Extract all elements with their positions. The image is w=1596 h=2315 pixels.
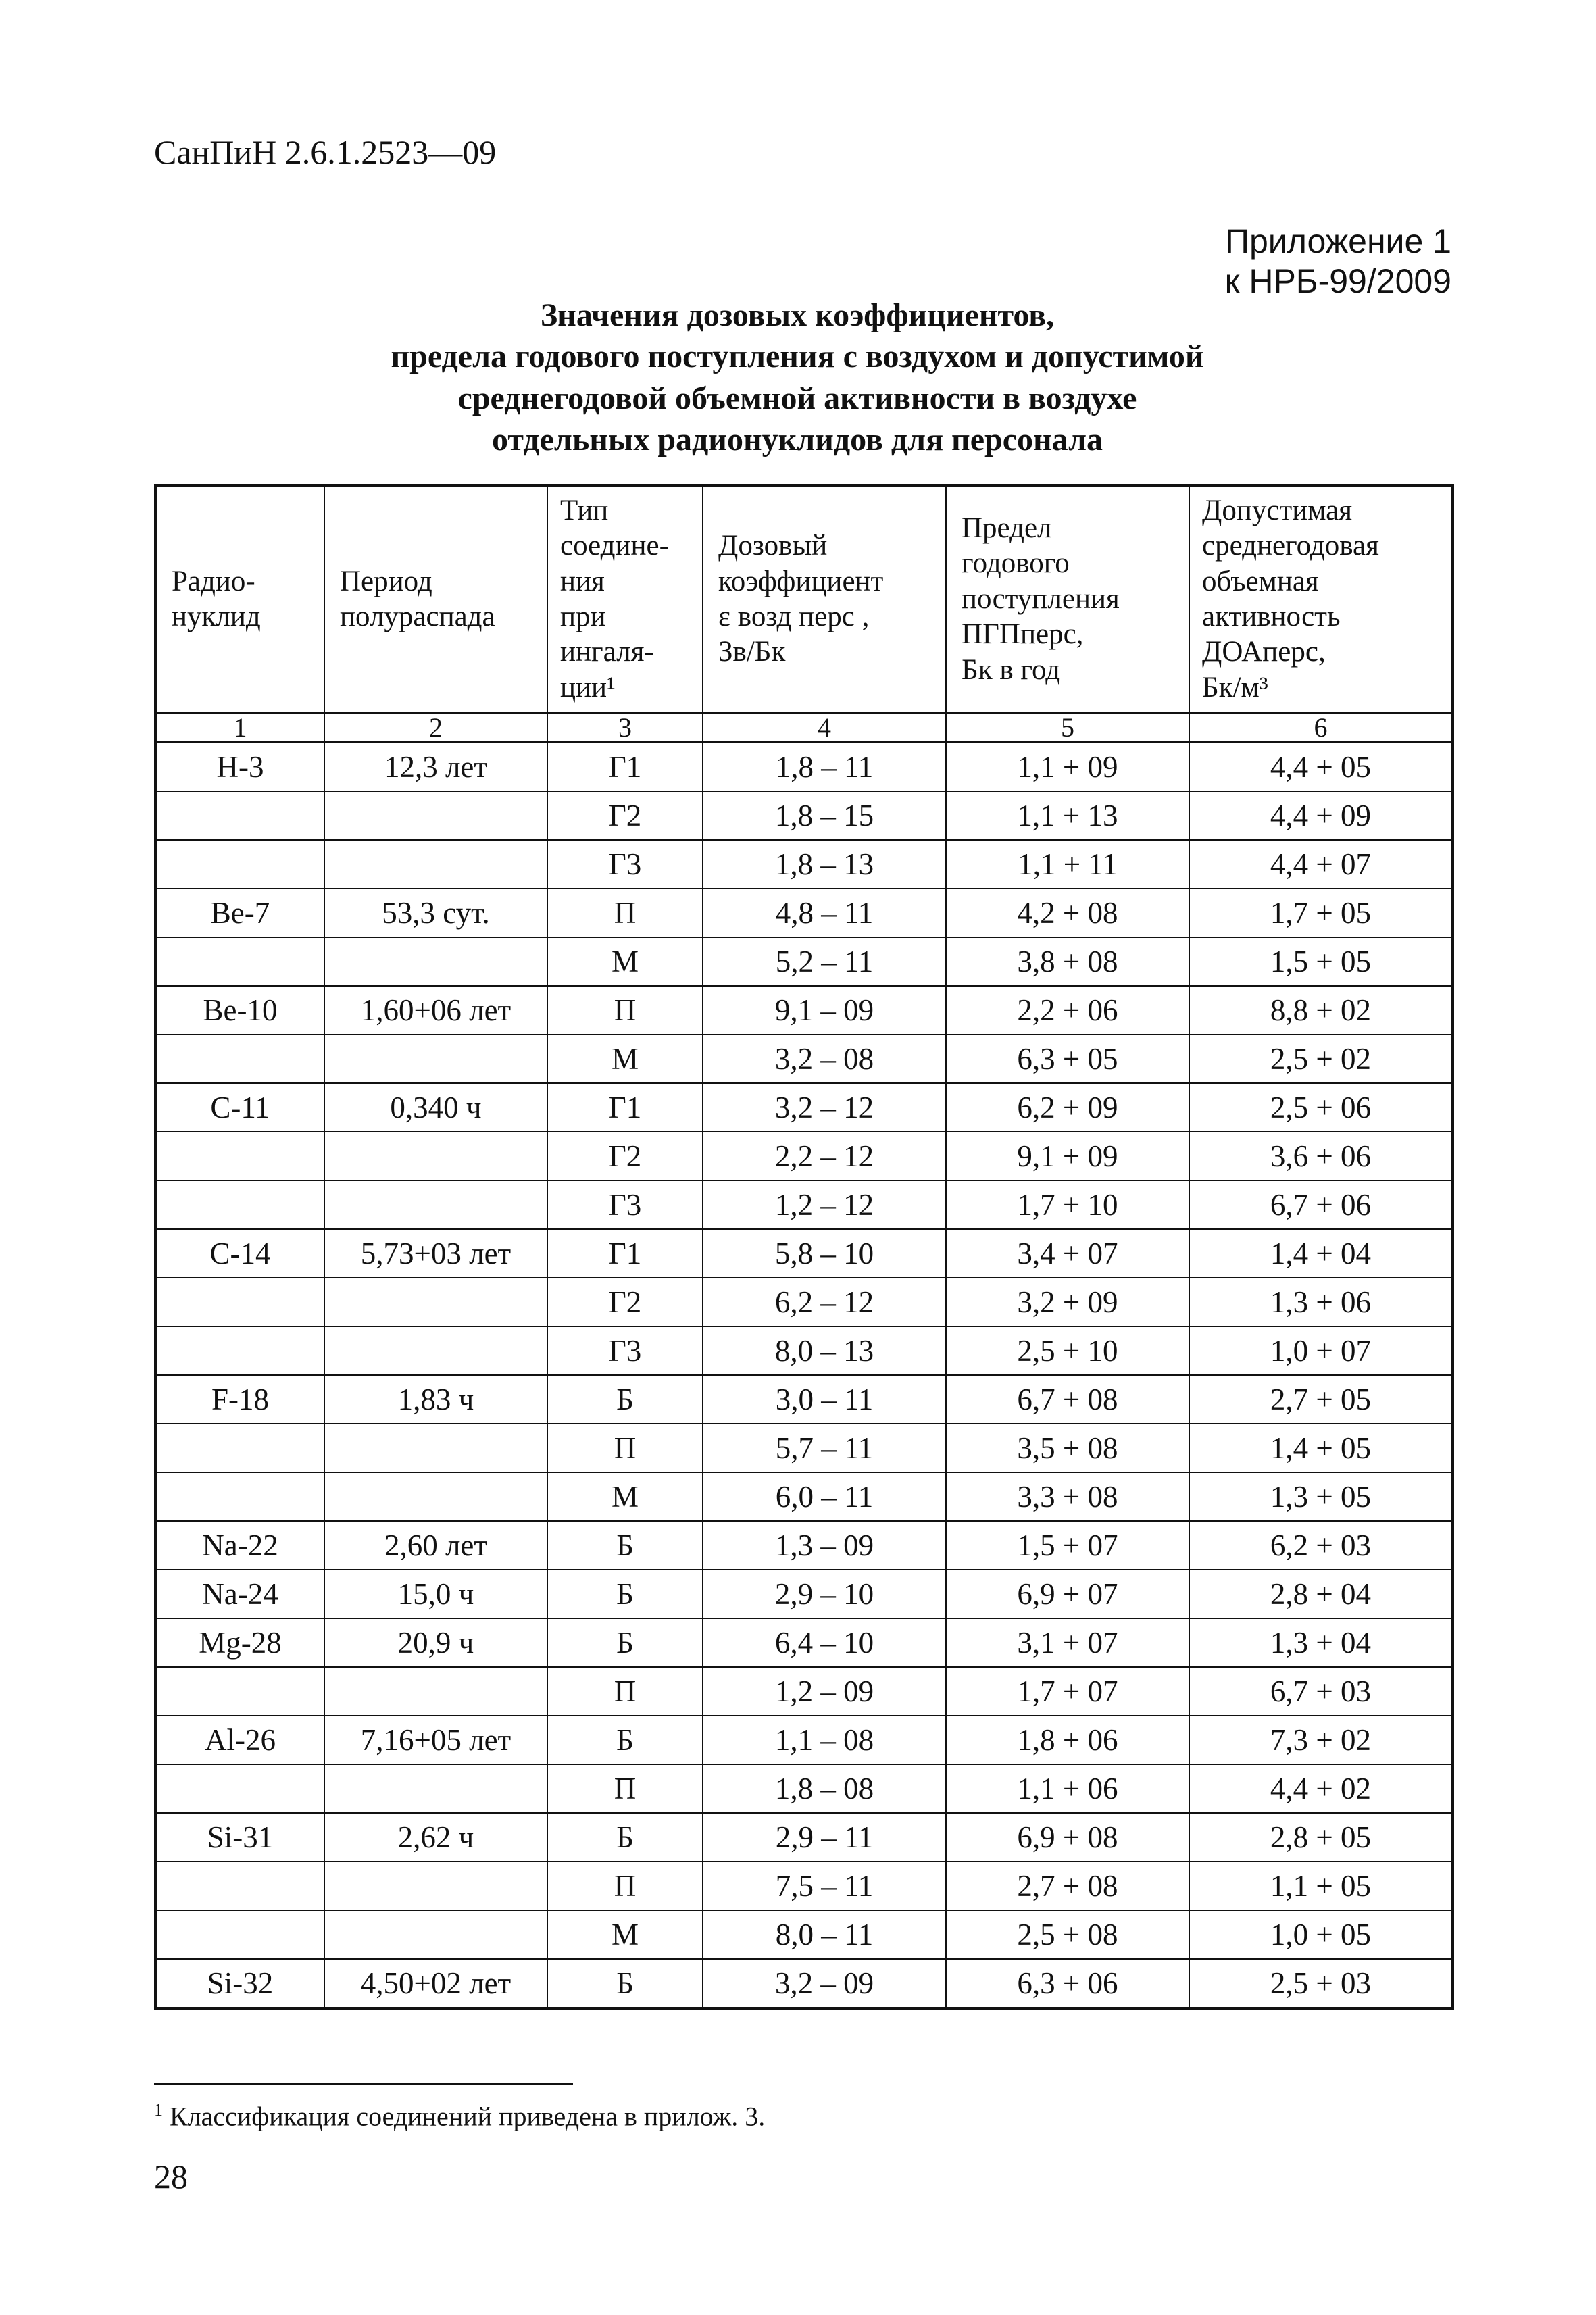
table-row [155,1862,1453,1910]
cell-nuclide [155,1132,324,1180]
cell-compound-type: Б [547,1570,703,1618]
cell-nuclide: Na-24 [155,1570,324,1618]
cell-half-life: 5,73+03 лет [324,1229,547,1278]
cell-nuclide [155,1764,324,1813]
table-row [155,889,1453,937]
table-row [155,1618,1453,1667]
title-line: предела годового поступления с воздухом и допустимой [391,339,1204,375]
cell-dose-coefficient: 9,1 – 09 [703,986,946,1035]
cell-half-life [324,1424,547,1472]
cell-compound-type: П [547,1862,703,1910]
cell-nuclide: Be-7 [155,889,324,937]
cell-compound-type: Б [547,1375,703,1424]
table-row [155,1716,1453,1764]
header-nuclide: Радио- нуклид [155,485,324,714]
cell-nuclide: H-3 [155,743,324,792]
cell-nuclide: Al-26 [155,1716,324,1764]
cell-permissible-activity: 1,7 + 05 [1189,889,1453,937]
cell-nuclide: Na-22 [155,1521,324,1570]
cell-nuclide [155,1180,324,1229]
table-row [155,986,1453,1035]
cell-intake-limit: 9,1 + 09 [946,1132,1189,1180]
cell-compound-type: Г1 [547,1229,703,1278]
table-row [155,1326,1453,1375]
table-row [155,937,1453,986]
cell-permissible-activity: 1,4 + 04 [1189,1229,1453,1278]
cell-nuclide [155,1035,324,1083]
cell-dose-coefficient: 5,7 – 11 [703,1424,946,1472]
cell-compound-type: П [547,1667,703,1716]
cell-half-life: 4,50+02 лет [324,1959,547,2008]
column-number: 5 [946,714,1189,743]
cell-half-life: 0,340 ч [324,1083,547,1132]
cell-permissible-activity: 1,1 + 05 [1189,1862,1453,1910]
cell-half-life: 2,60 лет [324,1521,547,1570]
cell-dose-coefficient: 3,2 – 09 [703,1959,946,2008]
cell-permissible-activity: 2,5 + 02 [1189,1035,1453,1083]
cell-nuclide [155,840,324,889]
cell-permissible-activity: 2,8 + 04 [1189,1570,1453,1618]
cell-intake-limit: 6,2 + 09 [946,1083,1189,1132]
cell-half-life [324,1132,547,1180]
cell-half-life: 20,9 ч [324,1618,547,1667]
cell-intake-limit: 2,5 + 10 [946,1326,1189,1375]
table-row [155,791,1453,840]
cell-nuclide [155,1424,324,1472]
cell-compound-type: Г3 [547,840,703,889]
cell-permissible-activity: 7,3 + 02 [1189,1716,1453,1764]
appendix-line-1: Приложение 1 [1225,222,1451,260]
cell-intake-limit: 6,3 + 06 [946,1959,1189,2008]
cell-permissible-activity: 1,5 + 05 [1189,937,1453,986]
cell-nuclide [155,1667,324,1716]
cell-half-life: 53,3 сут. [324,889,547,937]
cell-permissible-activity: 6,7 + 03 [1189,1667,1453,1716]
column-number: 1 [155,714,324,743]
cell-compound-type: Г3 [547,1326,703,1375]
cell-nuclide: F-18 [155,1375,324,1424]
cell-compound-type: М [547,1035,703,1083]
table-row [155,1375,1453,1424]
cell-half-life: 1,60+06 лет [324,986,547,1035]
table-header-row [155,485,1453,714]
cell-compound-type: Б [547,1959,703,2008]
cell-permissible-activity: 3,6 + 06 [1189,1132,1453,1180]
cell-half-life [324,791,547,840]
column-number: 4 [703,714,946,743]
cell-dose-coefficient: 6,4 – 10 [703,1618,946,1667]
header-annual-intake-limit: Предел годового поступления ПГПперс, Бк в год [946,485,1189,714]
cell-dose-coefficient: 1,3 – 09 [703,1521,946,1570]
cell-intake-limit: 1,1 + 06 [946,1764,1189,1813]
cell-dose-coefficient: 5,8 – 10 [703,1229,946,1278]
table-row [155,1959,1453,2008]
dose-coefficients-table [154,484,1454,2010]
cell-permissible-activity: 6,7 + 06 [1189,1180,1453,1229]
cell-nuclide: Mg-28 [155,1618,324,1667]
cell-dose-coefficient: 1,2 – 12 [703,1180,946,1229]
cell-half-life [324,1326,547,1375]
cell-compound-type: М [547,1472,703,1521]
cell-dose-coefficient: 8,0 – 11 [703,1910,946,1959]
cell-permissible-activity: 1,3 + 05 [1189,1472,1453,1521]
cell-dose-coefficient: 1,8 – 11 [703,743,946,792]
cell-half-life: 1,83 ч [324,1375,547,1424]
cell-nuclide [155,1326,324,1375]
cell-permissible-activity: 4,4 + 09 [1189,791,1453,840]
table-row [155,1424,1453,1472]
table-row [155,840,1453,889]
cell-dose-coefficient: 1,8 – 13 [703,840,946,889]
table-row [155,743,1453,792]
cell-intake-limit: 3,3 + 08 [946,1472,1189,1521]
footnote [154,2100,765,2132]
cell-permissible-activity: 1,3 + 06 [1189,1278,1453,1326]
cell-compound-type: Г2 [547,1278,703,1326]
title-line: Значения дозовых коэффициентов, [540,297,1055,333]
cell-dose-coefficient: 1,1 – 08 [703,1716,946,1764]
cell-compound-type: Б [547,1618,703,1667]
cell-nuclide [155,937,324,986]
cell-compound-type: П [547,889,703,937]
cell-intake-limit: 2,5 + 08 [946,1910,1189,1959]
cell-intake-limit: 1,1 + 13 [946,791,1189,840]
table-title [284,295,1311,461]
cell-compound-type: М [547,1910,703,1959]
cell-compound-type: Г1 [547,1083,703,1132]
cell-intake-limit: 1,8 + 06 [946,1716,1189,1764]
cell-permissible-activity: 2,5 + 06 [1189,1083,1453,1132]
cell-nuclide [155,1862,324,1910]
cell-permissible-activity: 1,3 + 04 [1189,1618,1453,1667]
cell-dose-coefficient: 2,2 – 12 [703,1132,946,1180]
cell-compound-type: Г1 [547,743,703,792]
cell-dose-coefficient: 3,2 – 08 [703,1035,946,1083]
page-number: 28 [154,2158,188,2195]
cell-half-life: 12,3 лет [324,743,547,792]
cell-intake-limit: 3,1 + 07 [946,1618,1189,1667]
cell-permissible-activity: 6,2 + 03 [1189,1521,1453,1570]
column-number: 6 [1189,714,1453,743]
cell-half-life [324,840,547,889]
cell-compound-type: Г2 [547,791,703,840]
cell-dose-coefficient: 1,8 – 15 [703,791,946,840]
cell-dose-coefficient: 3,2 – 12 [703,1083,946,1132]
table-row [155,1035,1453,1083]
cell-intake-limit: 3,5 + 08 [946,1424,1189,1472]
cell-half-life: 2,62 ч [324,1813,547,1862]
header-period: Период полураспада [324,485,547,714]
cell-dose-coefficient: 2,9 – 10 [703,1570,946,1618]
cell-dose-coefficient: 4,8 – 11 [703,889,946,937]
cell-half-life [324,1667,547,1716]
cell-nuclide [155,791,324,840]
footnote-divider [154,2083,573,2085]
cell-permissible-activity: 1,0 + 07 [1189,1326,1453,1375]
cell-dose-coefficient: 5,2 – 11 [703,937,946,986]
cell-nuclide [155,1278,324,1326]
cell-intake-limit: 6,9 + 07 [946,1570,1189,1618]
cell-half-life [324,1764,547,1813]
cell-dose-coefficient: 6,2 – 12 [703,1278,946,1326]
appendix-label [1225,222,1451,301]
cell-intake-limit: 1,1 + 09 [946,743,1189,792]
cell-compound-type: П [547,986,703,1035]
cell-dose-coefficient: 1,2 – 09 [703,1667,946,1716]
table-row [155,1764,1453,1813]
cell-nuclide: Si-31 [155,1813,324,1862]
cell-permissible-activity: 1,4 + 05 [1189,1424,1453,1472]
table-row [155,1229,1453,1278]
table-row [155,1813,1453,1862]
cell-intake-limit: 6,7 + 08 [946,1375,1189,1424]
header-dose-coefficient: Дозовый коэффициент ε возд перс , Зв/Бк [703,485,946,714]
cell-intake-limit: 6,3 + 05 [946,1035,1189,1083]
appendix-line-2: к НРБ-99/2009 [1224,262,1451,300]
cell-nuclide [155,1472,324,1521]
cell-compound-type: М [547,937,703,986]
cell-intake-limit: 1,7 + 10 [946,1180,1189,1229]
cell-half-life [324,1910,547,1959]
cell-intake-limit: 2,7 + 08 [946,1862,1189,1910]
cell-permissible-activity: 1,0 + 05 [1189,1910,1453,1959]
cell-nuclide: Be-10 [155,986,324,1035]
cell-half-life: 15,0 ч [324,1570,547,1618]
cell-permissible-activity: 2,7 + 05 [1189,1375,1453,1424]
cell-half-life [324,1472,547,1521]
cell-dose-coefficient: 2,9 – 11 [703,1813,946,1862]
cell-half-life [324,1862,547,1910]
cell-nuclide: C-14 [155,1229,324,1278]
cell-dose-coefficient: 8,0 – 13 [703,1326,946,1375]
table-row [155,1278,1453,1326]
cell-permissible-activity: 4,4 + 02 [1189,1764,1453,1813]
table-row [155,1472,1453,1521]
table-row [155,1132,1453,1180]
table-row [155,1570,1453,1618]
table-row [155,1083,1453,1132]
cell-half-life: 7,16+05 лет [324,1716,547,1764]
cell-compound-type: Б [547,1716,703,1764]
cell-compound-type: Г2 [547,1132,703,1180]
cell-half-life [324,1278,547,1326]
cell-intake-limit: 3,4 + 07 [946,1229,1189,1278]
table-row [155,1180,1453,1229]
footnote-text: Классификация соединений приведена в прилож. 3. [170,2101,766,2132]
cell-half-life [324,937,547,986]
cell-intake-limit: 3,2 + 09 [946,1278,1189,1326]
cell-compound-type: Б [547,1521,703,1570]
cell-dose-coefficient: 6,0 – 11 [703,1472,946,1521]
header-compound-type: Тип соедине- ния при ингаля- ции¹ [547,485,703,714]
column-number: 2 [324,714,547,743]
cell-permissible-activity: 2,5 + 03 [1189,1959,1453,2008]
cell-compound-type: П [547,1764,703,1813]
cell-dose-coefficient: 1,8 – 08 [703,1764,946,1813]
cell-nuclide: Si-32 [155,1959,324,2008]
cell-compound-type: Г3 [547,1180,703,1229]
cell-half-life [324,1035,547,1083]
cell-intake-limit: 6,9 + 08 [946,1813,1189,1862]
column-number: 3 [547,714,703,743]
table-row [155,1667,1453,1716]
cell-half-life [324,1180,547,1229]
cell-permissible-activity: 4,4 + 05 [1189,743,1453,792]
cell-intake-limit: 4,2 + 08 [946,889,1189,937]
cell-compound-type: П [547,1424,703,1472]
cell-nuclide [155,1910,324,1959]
cell-intake-limit: 3,8 + 08 [946,937,1189,986]
header-permissible-activity: Допустимая среднегодовая объемная активность ДОАперс, Бк/м³ [1189,485,1453,714]
cell-intake-limit: 2,2 + 06 [946,986,1189,1035]
cell-permissible-activity: 4,4 + 07 [1189,840,1453,889]
cell-permissible-activity: 2,8 + 05 [1189,1813,1453,1862]
table-row [155,1521,1453,1570]
cell-permissible-activity: 8,8 + 02 [1189,986,1453,1035]
cell-intake-limit: 1,7 + 07 [946,1667,1189,1716]
cell-intake-limit: 1,1 + 11 [946,840,1189,889]
column-number-row [155,714,1453,743]
cell-dose-coefficient: 7,5 – 11 [703,1862,946,1910]
cell-nuclide: C-11 [155,1083,324,1132]
title-line: среднегодовой объемной активности в воздухе [457,380,1137,416]
table-row [155,1910,1453,1959]
footnote-marker: 1 [154,2100,163,2120]
title-line: отдельных радионуклидов для персонала [491,422,1103,458]
cell-compound-type: Б [547,1813,703,1862]
cell-intake-limit: 1,5 + 07 [946,1521,1189,1570]
cell-dose-coefficient: 3,0 – 11 [703,1375,946,1424]
document-code: СанПиН 2.6.1.2523—09 [154,133,497,171]
